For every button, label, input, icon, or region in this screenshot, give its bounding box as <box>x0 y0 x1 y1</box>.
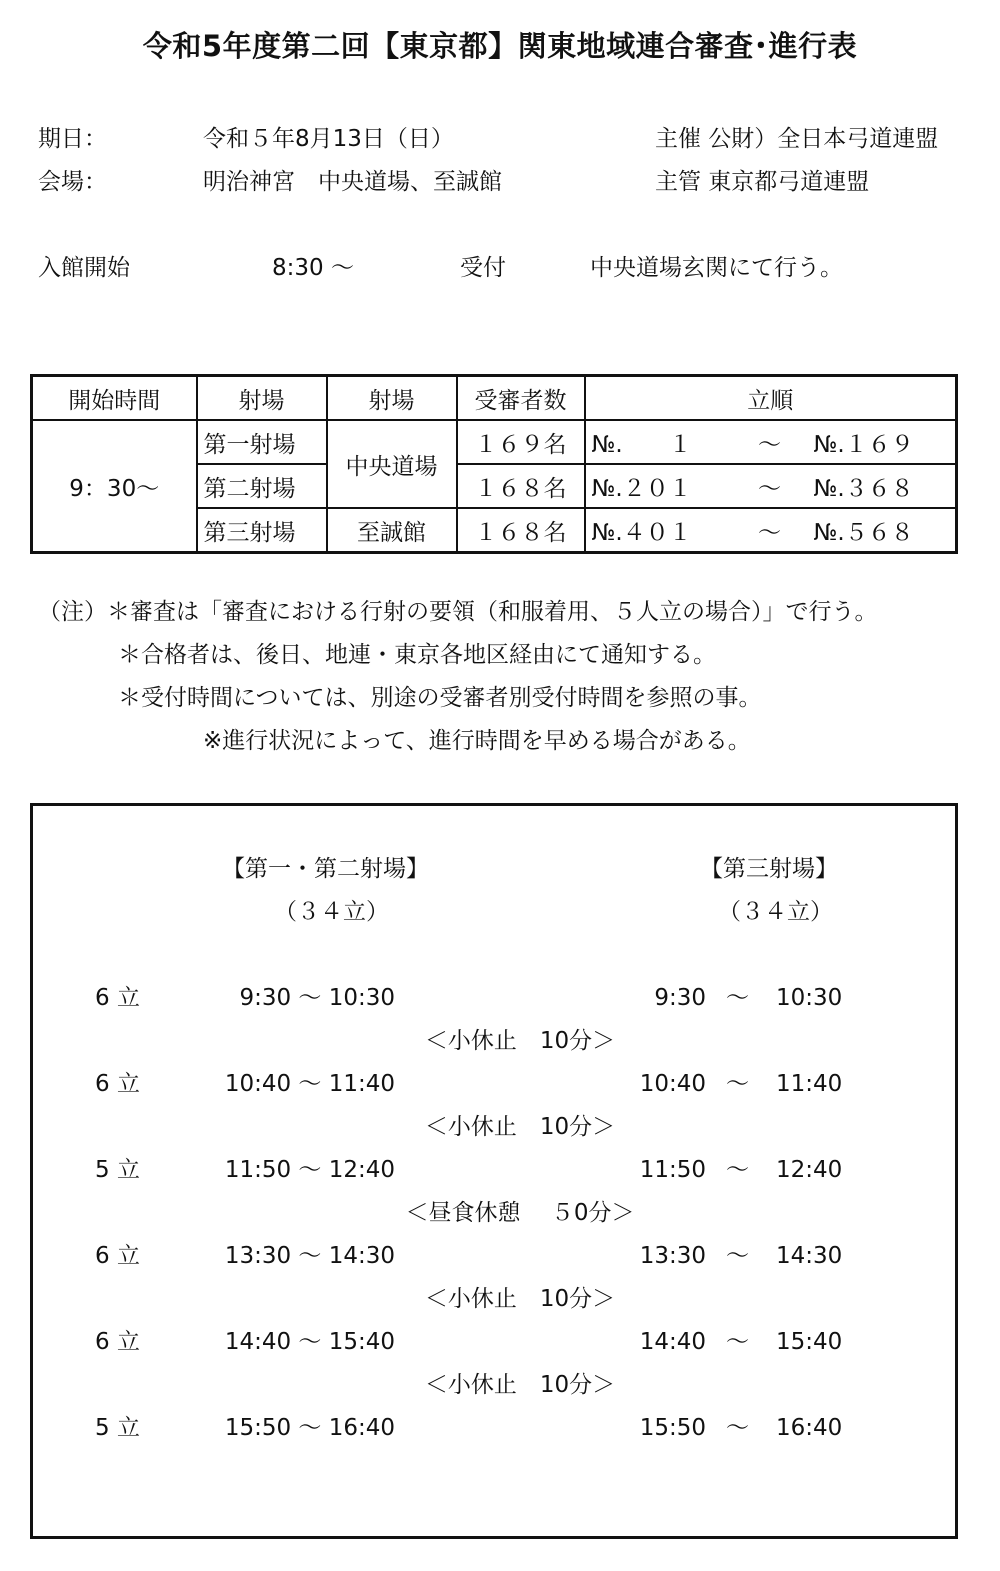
right-time-end: 10:30 <box>776 985 843 1011</box>
right-time-end: 15:40 <box>776 1329 843 1355</box>
order-cell <box>585 420 957 464</box>
right-time-start: 10:40 <box>639 1071 706 1097</box>
date-label: 期日： <box>38 126 107 152</box>
order-from: №.４０１ <box>591 519 692 546</box>
left-subheading: （３４立） <box>274 899 389 925</box>
order-to: №.３６８ <box>813 475 914 502</box>
right-subheading: （３４立） <box>718 899 833 925</box>
order-to: №.１６９ <box>813 431 914 458</box>
venue-cell: 中央道場 <box>327 420 457 508</box>
entry-label: 入館開始 <box>38 255 130 281</box>
date-value: 令和５年8月13日（日） <box>203 126 454 152</box>
venue-value: 明治神宮 中央道場、至誠館 <box>203 169 502 195</box>
note-line: ＊合格者は、後日、地連・東京各地区経由にて通知する。 <box>118 642 716 668</box>
right-time-start: 11:50 <box>639 1157 706 1183</box>
right-time-start: 15:50 <box>639 1415 706 1441</box>
order-to: №.５６８ <box>813 519 914 546</box>
table-header-row <box>32 376 957 421</box>
left-time-range: 10:40 ～ 11:40 <box>224 1071 395 1097</box>
count-cell: １６８名 <box>457 464 585 508</box>
organizer-text: 主管 東京都弓道連盟 <box>655 169 870 195</box>
tachi-count: 5 立 <box>95 1157 140 1183</box>
header-order: 立順 <box>585 376 957 421</box>
order-cell <box>585 508 957 553</box>
tachi-count: 6 立 <box>95 1243 140 1269</box>
order-tilde: ～ <box>758 519 781 546</box>
tachi-count: 6 立 <box>95 1329 140 1355</box>
entry-time: 8:30 ～ <box>272 255 354 281</box>
right-time-tilde: ～ <box>726 985 749 1011</box>
break-row: ＜小休止 10分＞ <box>424 1286 616 1312</box>
order-tilde: ～ <box>758 475 781 502</box>
right-time-tilde: ～ <box>726 1329 749 1355</box>
range-cell: 第三射場 <box>197 508 327 553</box>
summary-table <box>30 374 958 554</box>
right-time-start: 14:40 <box>639 1329 706 1355</box>
break-row: ＜昼食休憩 ５0分＞ <box>405 1200 635 1226</box>
order-from: №.２０１ <box>591 475 692 502</box>
reception-place: 中央道場玄関にて行う。 <box>590 255 843 281</box>
tachi-count: 6 立 <box>95 1071 140 1097</box>
right-time-tilde: ～ <box>726 1415 749 1441</box>
right-time-end: 16:40 <box>776 1415 843 1441</box>
order-tilde: ～ <box>758 431 781 458</box>
break-row: ＜小休止 10分＞ <box>424 1114 616 1140</box>
order-cell <box>585 464 957 508</box>
header-start-time: 開始時間 <box>32 376 197 421</box>
right-time-end: 11:40 <box>776 1071 843 1097</box>
order-from: №. １ <box>591 431 692 458</box>
left-time-range: 9:30 ～ 10:30 <box>239 985 395 1011</box>
right-heading: 【第三射場】 <box>700 856 838 882</box>
left-time-range: 14:40 ～ 15:40 <box>224 1329 395 1355</box>
count-cell: １６８名 <box>457 508 585 553</box>
right-time-end: 14:30 <box>776 1243 843 1269</box>
right-time-tilde: ～ <box>726 1157 749 1183</box>
count-cell: １６９名 <box>457 420 585 464</box>
header-range: 射場 <box>197 376 327 421</box>
header-count: 受審者数 <box>457 376 585 421</box>
host-text: 主催 公財）全日本弓道連盟 <box>655 126 939 152</box>
tachi-count: 5 立 <box>95 1415 140 1441</box>
tachi-count: 6 立 <box>95 985 140 1011</box>
note-line: ※進行状況によって、進行時間を早める場合がある。 <box>203 728 751 754</box>
note-line: ＊受付時間については、別途の受審者別受付時間を参照の事。 <box>118 685 762 711</box>
note-line: （注）＊審査は「審査における行射の要領（和服着用、５人立の場合）」で行う。 <box>38 599 878 625</box>
range-cell: 第二射場 <box>197 464 327 508</box>
right-time-start: 13:30 <box>639 1243 706 1269</box>
left-time-range: 11:50 ～ 12:40 <box>224 1157 395 1183</box>
table-row <box>32 420 957 464</box>
right-time-end: 12:40 <box>776 1157 843 1183</box>
left-time-range: 15:50 ～ 16:40 <box>224 1415 395 1441</box>
start-time-cell: 9：30～ <box>32 420 197 553</box>
right-time-tilde: ～ <box>726 1243 749 1269</box>
left-heading: 【第一・第二射場】 <box>222 856 429 882</box>
venue-label: 会場： <box>38 169 107 195</box>
break-row: ＜小休止 10分＞ <box>424 1028 616 1054</box>
page-title: 令和5年度第二回【東京都】関東地域連合審査･進行表 <box>142 29 858 63</box>
venue-cell: 至誠館 <box>327 508 457 553</box>
header-venue: 射場 <box>327 376 457 421</box>
reception-label: 受付 <box>460 255 506 281</box>
range-cell: 第一射場 <box>197 420 327 464</box>
break-row: ＜小休止 10分＞ <box>424 1372 616 1398</box>
right-time-tilde: ～ <box>726 1071 749 1097</box>
right-time-start: 9:30 <box>654 985 706 1011</box>
left-time-range: 13:30 ～ 14:30 <box>224 1243 395 1269</box>
